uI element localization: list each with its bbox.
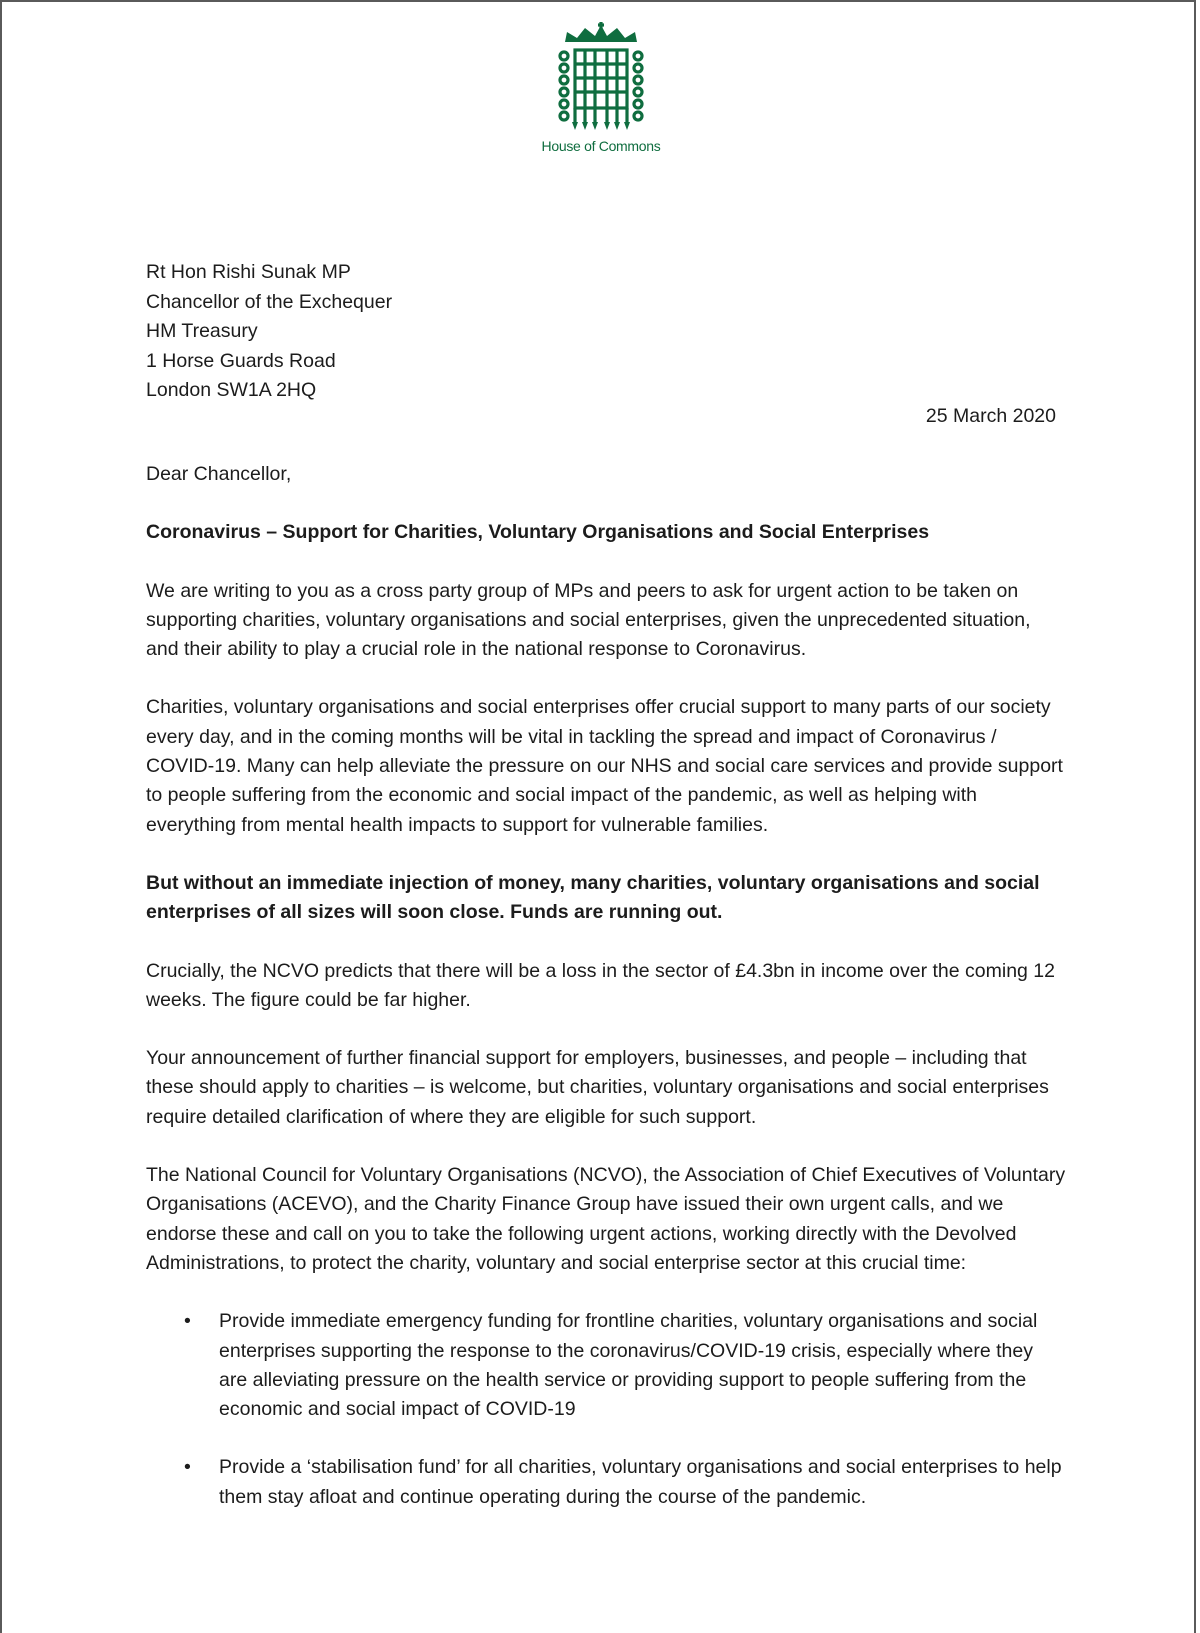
recipient-address bbox=[146, 258, 392, 406]
letter-date: 25 March 2020 bbox=[925, 405, 1056, 427]
list-item-text: Provide immediate emergency funding for frontline charities, voluntary organisations and social enterprises supporting the response to the coronavirus/COVID-19 crisis, especially where they are alleviating pressure on the health service or providing support to people suffering from the economic and social impact of COVID-19 bbox=[219, 1310, 1038, 1421]
address-line: 1 Horse Guards Road bbox=[146, 349, 336, 372]
paragraph: Your announcement of further financial support for employers, businesses, and people – including that these should apply to charities – is welcome, but charities, voluntary organisations and social enterprises require detailed clarification of where they are eligible for such support. bbox=[146, 1047, 1049, 1128]
paragraph: We are writing to you as a cross party group of MPs and peers to ask for urgent action to be taken on supporting charities, voluntary organisations and social enterprises, given the unprecedented situation, and their ability to play a crucial role in the national response to Coronavirus. bbox=[146, 579, 1031, 661]
portcullis-icon bbox=[555, 22, 647, 134]
bullet-icon: • bbox=[184, 1310, 191, 1333]
address-line: Rt Hon Rishi Sunak MP bbox=[146, 261, 351, 283]
paragraph-emphasis: But without an immediate injection of money, many charities, voluntary organisations and social enterprises of all sizes will soon close. Funds are running out. bbox=[146, 871, 1040, 924]
bullet-icon: • bbox=[184, 1456, 191, 1479]
list-item-text: Provide a ‘stabilisation fund’ for all charities, voluntary organisations and social enterprises to help them stay afloat and continue operating during the course of the pandemic. bbox=[219, 1456, 1062, 1508]
action-list bbox=[146, 1307, 1066, 1512]
house-of-commons-logo bbox=[536, 22, 666, 154]
subject-line: Coronavirus – Support for Charities, Voluntary Organisations and Social Enterprises bbox=[146, 521, 930, 544]
letter-body bbox=[146, 460, 1066, 1541]
list-item bbox=[146, 1453, 1066, 1512]
greeting: Dear Chancellor, bbox=[146, 463, 292, 485]
address-line: HM Treasury bbox=[146, 320, 258, 342]
list-item bbox=[146, 1307, 1066, 1424]
logo-text: House of Commons bbox=[541, 138, 661, 154]
paragraph: The National Council for Voluntary Organisations (NCVO), the Association of Chief Executives of Voluntary Organisations (ACEVO), and the Charity Finance Group have issued their own urgent calls, and we endorse these and call on you to take the following urgent actions, working directly with the Devolved Administrations, to protect the charity, voluntary and social enterprise sector at this crucial time: bbox=[146, 1164, 1066, 1274]
paragraph: Crucially, the NCVO predicts that there will be a loss in the sector of £4.3bn in income over the coming 12 weeks. The figure could be far higher. bbox=[146, 959, 1055, 1011]
address-line: Chancellor of the Exchequer bbox=[146, 290, 393, 313]
paragraph: Charities, voluntary organisations and social enterprises offer crucial support to many parts of our society every day, and in the coming months will be vital in tackling the spread and impact of Coronavirus / COVID-19. Many can help alleviate the pressure on our NHS and social care services and provide support to people suffering from the economic and social impact of the pandemic, as well as helping with everything from mental health impacts to support for vulnerable families. bbox=[146, 696, 1063, 836]
address-line: London SW1A 2HQ bbox=[146, 379, 317, 401]
